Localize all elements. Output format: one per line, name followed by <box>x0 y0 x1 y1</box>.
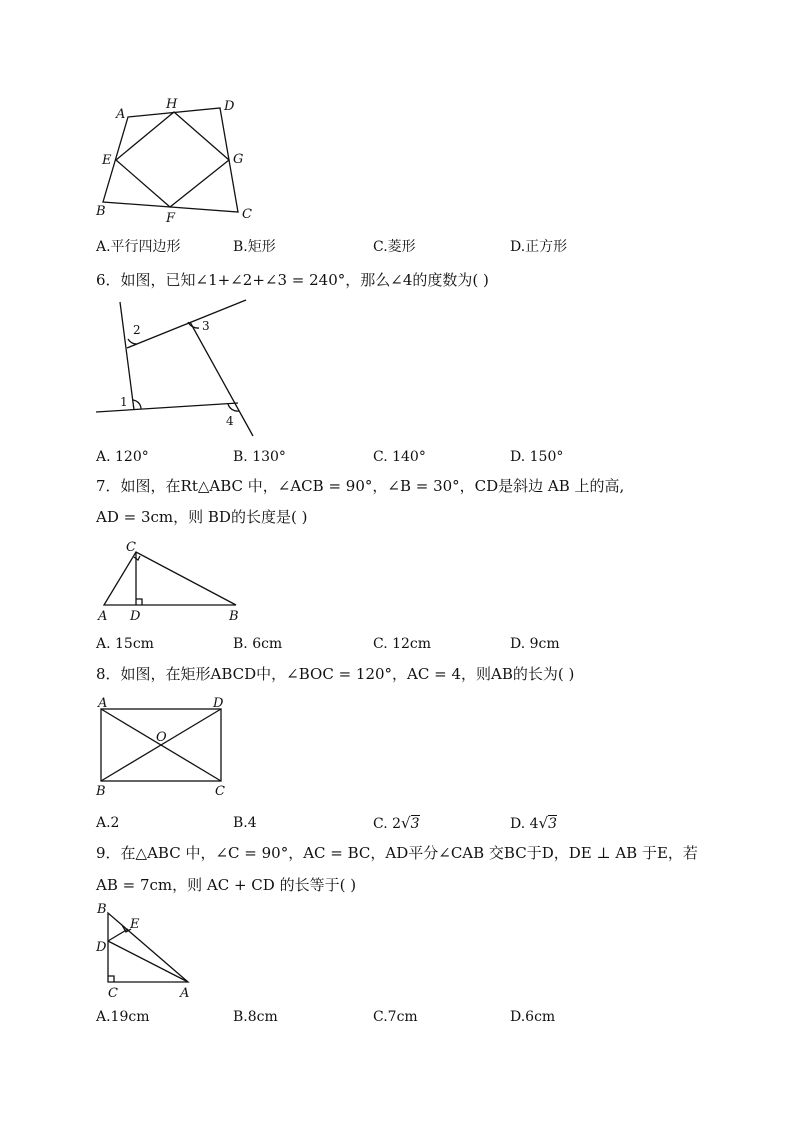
q7-text-line1: 7．如图，在Rt△ABC 中，∠ACB = 90°，∠B = 30°，CD是斜边 AB 上的高, <box>96 477 625 495</box>
label-E: E <box>102 153 112 168</box>
q5-option-b: B.矩形 <box>233 239 276 255</box>
label-B: B <box>97 902 107 917</box>
q8-option-b: B.4 <box>233 815 257 831</box>
q7-option-d: D. 9cm <box>510 636 560 652</box>
sqrt-symbol: √ <box>401 814 411 832</box>
q8-option-c-radicand: 3 <box>410 816 420 832</box>
label-H: H <box>166 97 178 112</box>
label-B: B <box>229 609 239 624</box>
q6-option-a: A. 120° <box>96 449 149 465</box>
label-G: G <box>233 152 244 167</box>
label-A: A <box>116 107 126 122</box>
angle-3-label: 3 <box>202 319 210 333</box>
q8-option-c-coef: C. 2 <box>373 816 402 832</box>
label-C: C <box>126 540 136 555</box>
label-D: D <box>224 99 235 114</box>
label-A: A <box>98 609 108 624</box>
label-D: D <box>96 940 107 955</box>
label-E: E <box>130 917 140 932</box>
q9-text-line2: AB = 7cm，则 AC + CD 的长等于( ) <box>96 876 357 894</box>
label-A: A <box>98 696 108 711</box>
q8-option-d-coef: D. 4 <box>510 816 539 832</box>
q7-option-a: A. 15cm <box>96 636 154 652</box>
label-D: D <box>213 696 224 711</box>
label-C: C <box>215 784 225 799</box>
label-B: B <box>96 204 106 219</box>
q5-option-a: A.平行四边形 <box>96 239 181 255</box>
label-F: F <box>166 211 176 226</box>
q6-option-d: D. 150° <box>510 449 564 465</box>
label-C: C <box>108 986 118 1001</box>
q5-option-d: D.正方形 <box>510 239 568 255</box>
q6-text: 6．如图，已知∠1+∠2+∠3 = 240°，那么∠4的度数为( ) <box>96 271 489 289</box>
q9-option-b: B.8cm <box>233 1009 278 1025</box>
q8-text: 8．如图，在矩形ABCD中，∠BOC = 120°，AC = 4，则AB的长为( ) <box>96 665 575 683</box>
q9-option-a: A.19cm <box>96 1009 150 1025</box>
q9-option-c: C.7cm <box>373 1009 418 1025</box>
q7-option-c: C. 12cm <box>373 636 432 652</box>
q8-option-a: A.2 <box>96 815 120 831</box>
label-O: O <box>156 730 167 745</box>
label-A: A <box>180 986 190 1001</box>
label-D: D <box>130 609 141 624</box>
angle-4-label: 4 <box>226 414 234 428</box>
q9-text-line1: 9．在△ABC 中，∠C = 90°，AC = BC，AD平分∠CAB 交BC于D，DE ⊥ AB 于E，若 <box>96 844 698 862</box>
q7-option-b: B. 6cm <box>233 636 283 652</box>
label-B: B <box>96 784 106 799</box>
angle-1-label: 1 <box>120 395 128 409</box>
q5-option-c: C.菱形 <box>373 239 416 255</box>
angle-2-label: 2 <box>133 323 141 337</box>
sqrt-symbol: √ <box>538 814 549 832</box>
q9-option-d: D.6cm <box>510 1009 556 1025</box>
q6-option-c: C. 140° <box>373 449 426 465</box>
q6-option-b: B. 130° <box>233 449 286 465</box>
label-C: C <box>242 207 252 222</box>
q8-option-d-radicand: 3 <box>548 816 558 832</box>
q7-text-line2: AD = 3cm，则 BD的长度是( ) <box>96 508 308 526</box>
